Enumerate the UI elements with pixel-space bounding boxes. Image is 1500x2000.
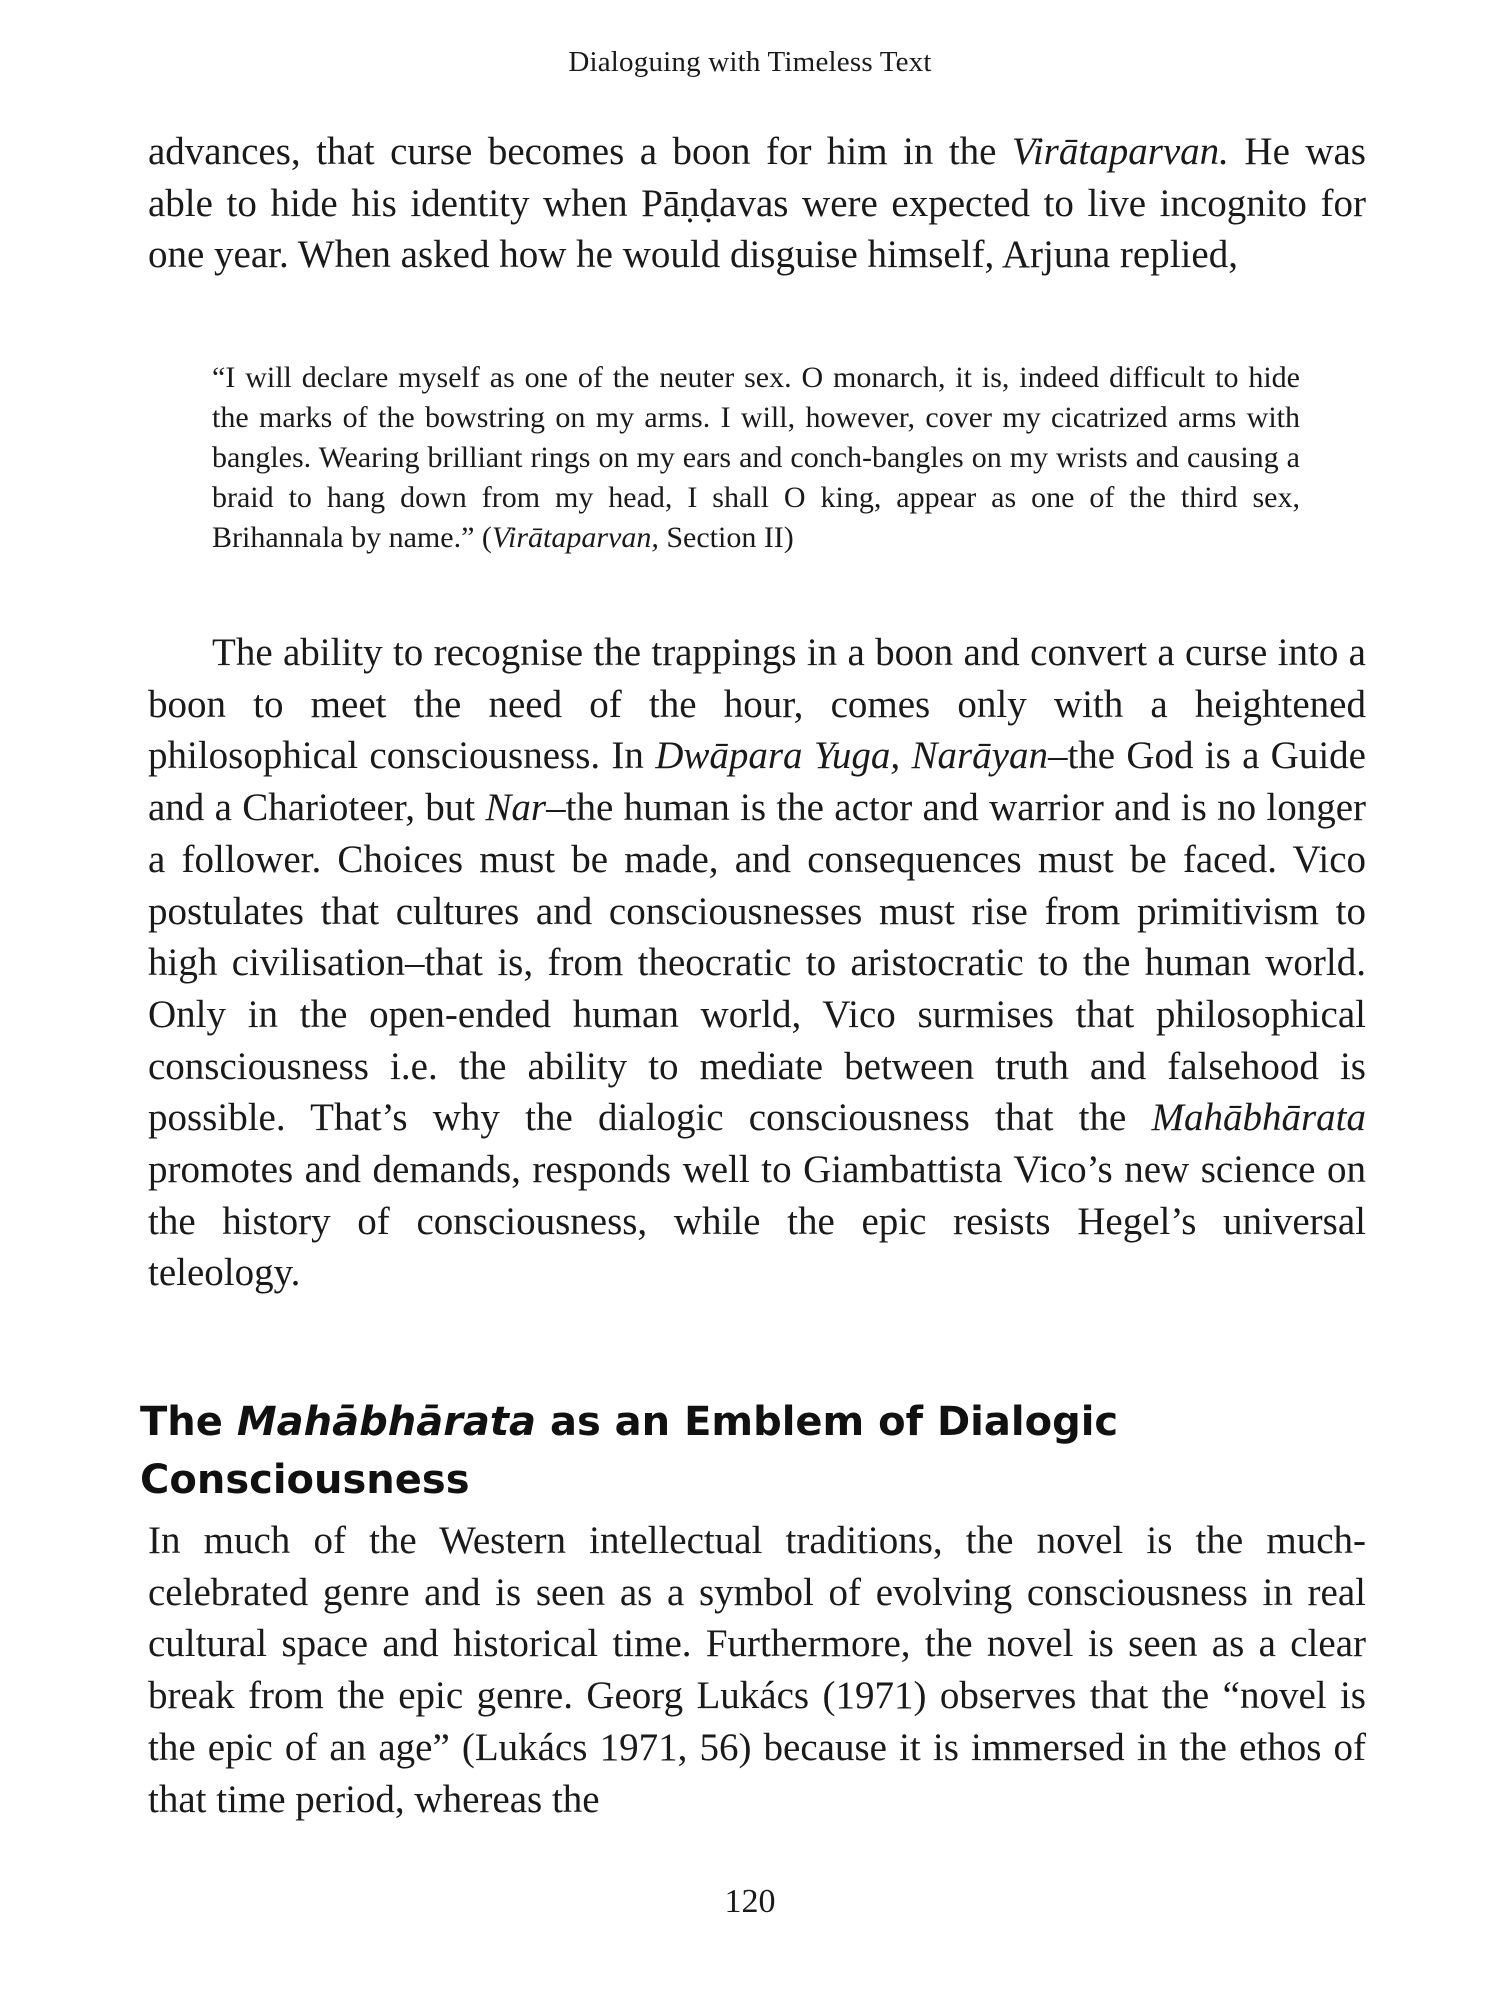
paragraph-2-text-e: –the human is the actor and warrior and is no longer a follower. Choices must be made, and consequences must be faced. Vico postulates that cultures and consciousnesses must rise from primitivism to high civilisation–that is, from theocratic to aristocratic to the human world. Only in the open-ended human world, Vico surmises that philosophical consciousness i.e. the ability to mediate between truth and falsehood is possible. That’s why the dialogic consciousness that the	[148, 786, 1367, 1140]
block-quote-text-c: Section II)	[658, 521, 794, 554]
paragraph-2-text-g: promotes and demands, responds well to Giambattista Vico’s new science on the history of consciousness, while the epic resists Hegel’s universal teleology.	[148, 1148, 1366, 1295]
section-heading-italic-mahabharata: Mahābhārata	[236, 1399, 537, 1445]
paragraph-2-text-a: The ability to recognise the trappings in a boon and convert a curse into a boon to meet the need of the hour, comes only with a heightened philosophical consciousness. In	[148, 631, 1366, 778]
paragraph-1	[148, 126, 1366, 281]
section-heading-text-a: The	[140, 1399, 237, 1445]
section-heading-text-c: as an Emblem of Dialogic Consciousness	[140, 1399, 1119, 1503]
paragraph-1-text-c: He was able to hide his identity when Pāṇḍavas were expected to live incognito for one year. When asked how he would disguise himself, Arjuna replied,	[148, 130, 1366, 277]
paragraph-2-text-c: –the God is a Guide and a Charioteer, but	[148, 734, 1366, 830]
block-quote-text-a: “I will declare myself as one of the neuter sex. O monarch, it is, indeed difficult to hide the marks of the bowstring on my arms. I will, however, cover my cicatrized arms with bangles. Wearing brilliant rings on my ears and conch-bangles on my wrists and causing a braid to hang down from my head, I shall O king, appear as one of the third sex, Brihannala by name.” (	[212, 361, 1300, 554]
paragraph-3: In much of the Western intellectual traditions, the novel is the much-celebrated genre and is seen as a symbol of evolving consciousness in real cultural space and historical time. Furthermore, the novel is seen as a clear break from the epic genre. Georg Lukács (1971) observes that the “novel is the epic of an age” (Lukács 1971, 56) because it is immersed in the ethos of that time period, whereas the	[148, 1519, 1366, 1821]
page-number: 120	[724, 1883, 776, 1920]
running-head: Dialoguing with Timeless Text	[568, 46, 932, 78]
paragraph-2-italic-dwapara-narayan: Dwāpara Yuga, Narāyan	[655, 734, 1048, 778]
paragraph-1-italic-viratparvan: Virātaparvan.	[1011, 130, 1229, 173]
paragraph-2-italic-nar: Nar	[485, 786, 547, 830]
paragraph-2-italic-mahabharata: Mahābhārata	[1151, 1096, 1366, 1140]
paragraph-1-text-a: advances, that curse becomes a boon for him in the	[148, 130, 1012, 173]
block-quote-italic-source: Virātaparvan,	[491, 521, 659, 554]
block-quote	[212, 358, 1300, 558]
paragraph-2	[148, 627, 1366, 1299]
section-heading	[140, 1393, 1340, 1509]
